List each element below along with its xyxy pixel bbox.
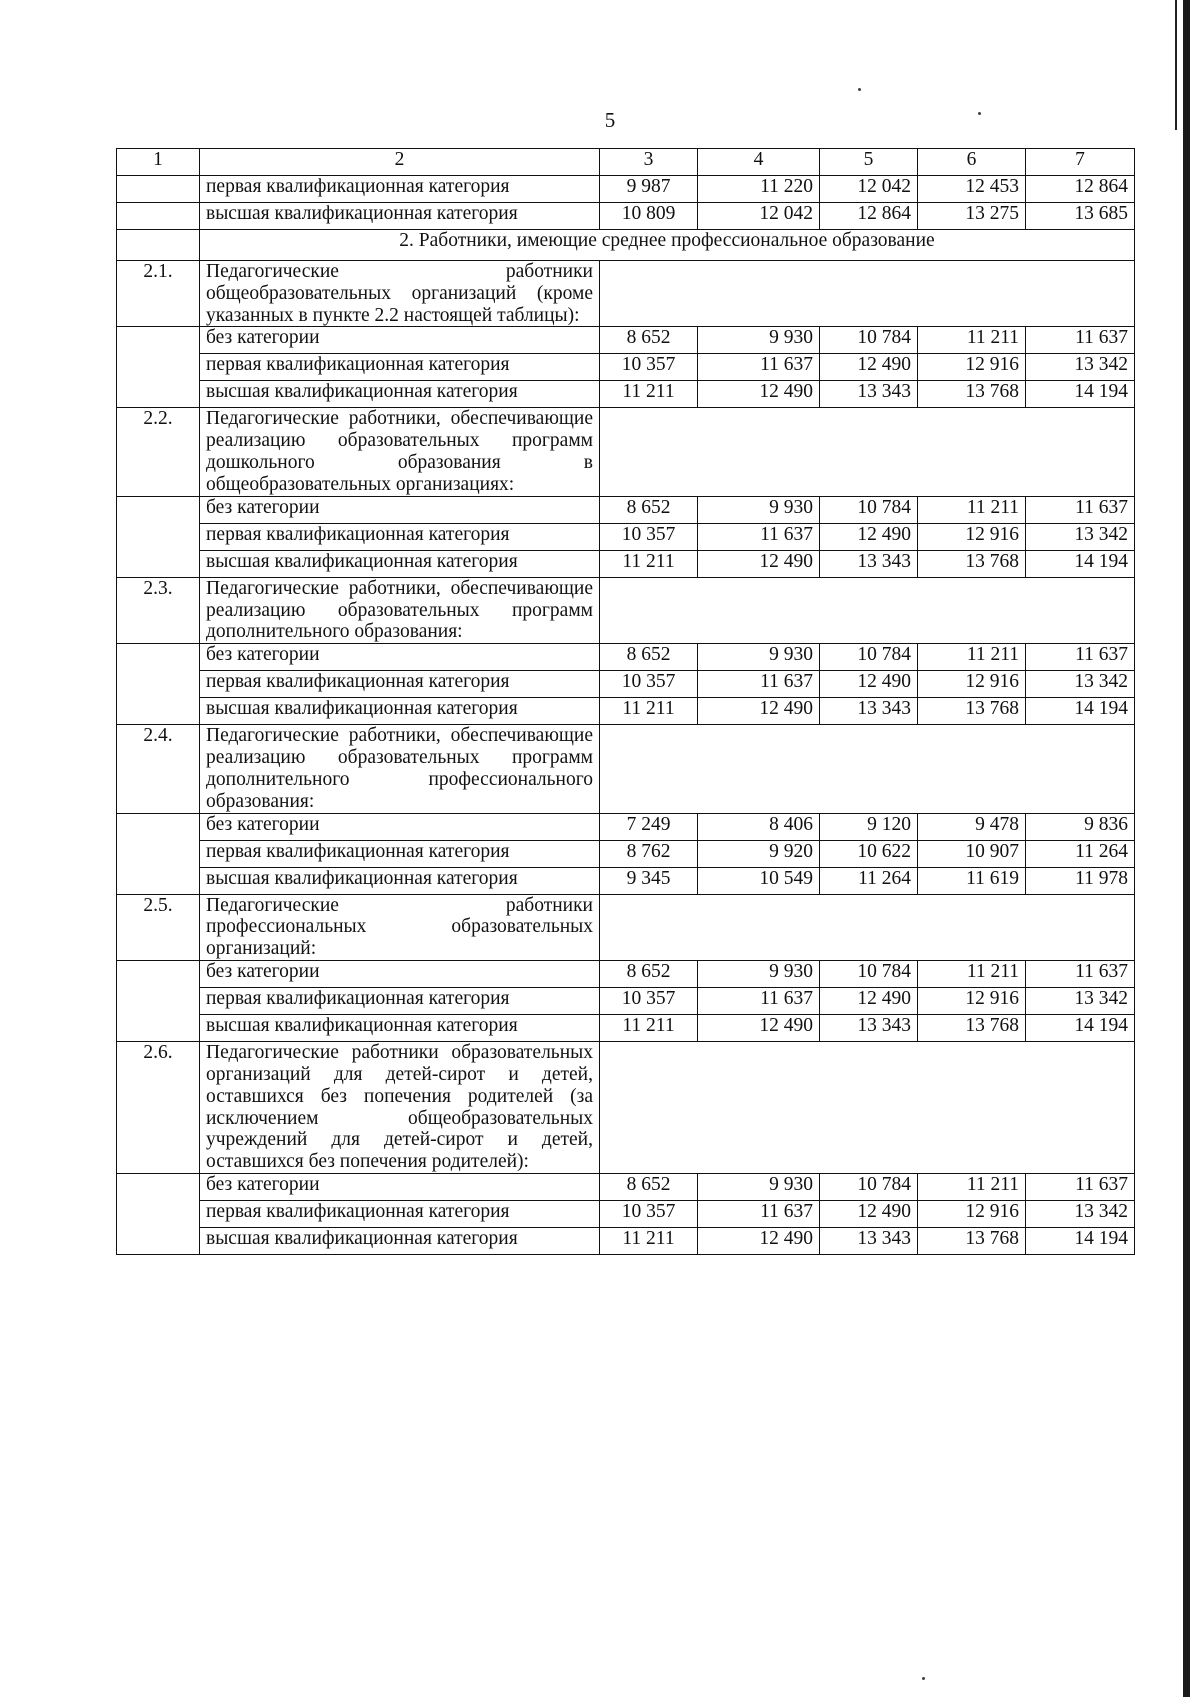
salary-value: 10 622 — [820, 840, 918, 867]
category-label: первая квалификационная категория — [200, 176, 600, 203]
salary-value: 11 637 — [698, 671, 820, 698]
salary-value: 12 490 — [820, 1201, 918, 1228]
salary-value: 14 194 — [1026, 550, 1135, 577]
item-code-cell — [117, 496, 200, 523]
table-row — [117, 1228, 1135, 1255]
table-row — [117, 698, 1135, 725]
salary-value: 11 978 — [1026, 867, 1135, 894]
item-code-cell — [117, 1201, 200, 1228]
table-row — [117, 840, 1135, 867]
salary-value: 14 194 — [1026, 698, 1135, 725]
salary-value: 9 120 — [820, 813, 918, 840]
salary-value: 8 652 — [600, 961, 698, 988]
salary-value: 11 637 — [698, 988, 820, 1015]
item-code: 2.4. — [117, 725, 200, 813]
salary-value: 8 406 — [698, 813, 820, 840]
salary-value: 11 211 — [918, 496, 1026, 523]
table-row — [117, 203, 1135, 230]
salary-value: 12 490 — [820, 671, 918, 698]
item-code-cell — [117, 671, 200, 698]
item-code-cell — [117, 176, 200, 203]
category-label: без категории — [200, 644, 600, 671]
salary-value: 13 342 — [1026, 988, 1135, 1015]
item-code-cell — [117, 988, 200, 1015]
salary-value: 9 930 — [698, 327, 820, 354]
salary-value: 11 264 — [1026, 840, 1135, 867]
salary-value: 9 987 — [600, 176, 698, 203]
salary-value: 10 784 — [820, 644, 918, 671]
salary-value: 11 637 — [698, 354, 820, 381]
item-code-cell — [117, 327, 200, 354]
item-code-cell — [117, 523, 200, 550]
column-header: 5 — [820, 149, 918, 176]
page-number: 5 — [604, 108, 616, 132]
salary-value: 10 357 — [600, 523, 698, 550]
salary-value: 8 652 — [600, 1174, 698, 1201]
category-label: первая квалификационная категория — [200, 988, 600, 1015]
salary-value: 13 768 — [918, 550, 1026, 577]
table-row — [117, 496, 1135, 523]
salary-value: 12 490 — [698, 1015, 820, 1042]
group-description: Педагогические работники, обеспечивающие реализацию образовательных программ дополнительного образования: — [200, 577, 600, 643]
salary-value: 11 619 — [918, 867, 1026, 894]
item-code-cell — [117, 867, 200, 894]
salary-value: 13 768 — [918, 1015, 1026, 1042]
item-code-cell — [117, 203, 200, 230]
salary-value: 11 264 — [820, 867, 918, 894]
salary-value: 11 211 — [600, 1228, 698, 1255]
salary-value: 8 652 — [600, 496, 698, 523]
scan-speck — [858, 88, 861, 91]
salary-value: 10 357 — [600, 671, 698, 698]
salary-value: 14 194 — [1026, 381, 1135, 408]
salary-value: 13 343 — [820, 381, 918, 408]
item-code: 2.3. — [117, 577, 200, 643]
table-row — [117, 671, 1135, 698]
table-row — [117, 644, 1135, 671]
salary-value: 11 211 — [918, 961, 1026, 988]
salary-value: 12 864 — [1026, 176, 1135, 203]
category-label: первая квалификационная категория — [200, 523, 600, 550]
item-code-cell — [117, 961, 200, 988]
salary-value: 13 343 — [820, 698, 918, 725]
item-code-cell — [117, 550, 200, 577]
category-label: высшая квалификационная категория — [200, 1015, 600, 1042]
category-label: без категории — [200, 496, 600, 523]
salary-value: 11 637 — [1026, 644, 1135, 671]
salary-value: 10 357 — [600, 354, 698, 381]
salary-value: 11 211 — [918, 644, 1026, 671]
empty-value-cell — [600, 261, 1135, 327]
salary-value: 12 490 — [698, 550, 820, 577]
salary-value: 12 490 — [698, 698, 820, 725]
salary-value: 13 343 — [820, 1015, 918, 1042]
salary-value: 12 042 — [698, 203, 820, 230]
salary-value: 12 916 — [918, 354, 1026, 381]
salary-value: 11 211 — [918, 1174, 1026, 1201]
salary-value: 13 275 — [918, 203, 1026, 230]
group-title-row — [117, 408, 1135, 496]
salary-value: 11 211 — [918, 327, 1026, 354]
table-row — [117, 1201, 1135, 1228]
category-label: высшая квалификационная категория — [200, 1228, 600, 1255]
salary-value: 11 637 — [698, 523, 820, 550]
salary-value: 13 343 — [820, 550, 918, 577]
table-row — [117, 1015, 1135, 1042]
salary-value: 10 549 — [698, 867, 820, 894]
salary-value: 10 907 — [918, 840, 1026, 867]
salary-value: 11 220 — [698, 176, 820, 203]
salary-value: 13 685 — [1026, 203, 1135, 230]
group-description: Педагогические работники профессиональных образовательных организаций: — [200, 894, 600, 960]
salary-value: 9 920 — [698, 840, 820, 867]
salary-value: 10 784 — [820, 961, 918, 988]
category-label: первая квалификационная категория — [200, 1201, 600, 1228]
salary-value: 11 637 — [1026, 1174, 1135, 1201]
salary-value: 9 836 — [1026, 813, 1135, 840]
group-title-row — [117, 725, 1135, 813]
salary-value: 12 916 — [918, 671, 1026, 698]
table-row — [117, 523, 1135, 550]
column-header: 7 — [1026, 149, 1135, 176]
table-row — [117, 813, 1135, 840]
salary-value: 11 211 — [600, 1015, 698, 1042]
category-label: высшая квалификационная категория — [200, 698, 600, 725]
item-code-cell — [117, 813, 200, 840]
category-label: без категории — [200, 961, 600, 988]
salary-value: 10 784 — [820, 496, 918, 523]
category-label: без категории — [200, 1174, 600, 1201]
salary-value: 9 930 — [698, 961, 820, 988]
category-label: высшая квалификационная категория — [200, 203, 600, 230]
salary-value: 12 490 — [820, 354, 918, 381]
item-code-cell — [117, 644, 200, 671]
empty-value-cell — [600, 894, 1135, 960]
salary-value: 11 211 — [600, 550, 698, 577]
category-label: первая квалификационная категория — [200, 840, 600, 867]
salary-value: 10 784 — [820, 1174, 918, 1201]
salary-value: 10 357 — [600, 988, 698, 1015]
group-title-row — [117, 1042, 1135, 1174]
salary-value: 12 916 — [918, 523, 1026, 550]
group-description: Педагогические работники общеобразовательных организаций (кроме указанных в пункте 2.2 настоящей таблицы): — [200, 261, 600, 327]
salary-value: 11 637 — [1026, 327, 1135, 354]
category-label: без категории — [200, 327, 600, 354]
table-row — [117, 381, 1135, 408]
salary-value: 12 042 — [820, 176, 918, 203]
salary-value: 8 652 — [600, 327, 698, 354]
item-code: 2.5. — [117, 894, 200, 960]
item-code-cell — [117, 381, 200, 408]
group-title-row — [117, 261, 1135, 327]
salary-value: 13 342 — [1026, 523, 1135, 550]
column-header: 6 — [918, 149, 1026, 176]
salary-value: 12 916 — [918, 988, 1026, 1015]
category-label: первая квалификационная категория — [200, 671, 600, 698]
scan-edge — [1183, 0, 1190, 1697]
salary-value: 9 930 — [698, 1174, 820, 1201]
salary-value: 9 478 — [918, 813, 1026, 840]
item-code: 2.1. — [117, 261, 200, 327]
item-code-cell — [117, 698, 200, 725]
salary-value: 11 211 — [600, 698, 698, 725]
item-code: 2.2. — [117, 408, 200, 496]
salary-value: 10 809 — [600, 203, 698, 230]
group-description: Педагогические работники, обеспечивающие реализацию образовательных программ дополнительного профессионального образования: — [200, 725, 600, 813]
salary-value: 12 916 — [918, 1201, 1026, 1228]
empty-value-cell — [600, 1042, 1135, 1174]
table-row — [117, 550, 1135, 577]
category-label: высшая квалификационная категория — [200, 381, 600, 408]
group-title-row — [117, 577, 1135, 643]
salary-value: 12 490 — [698, 1228, 820, 1255]
salary-value: 13 342 — [1026, 354, 1135, 381]
salary-value: 13 342 — [1026, 1201, 1135, 1228]
salary-value: 10 784 — [820, 327, 918, 354]
salary-value: 12 453 — [918, 176, 1026, 203]
salary-value: 10 357 — [600, 1201, 698, 1228]
section-title: 2. Работники, имеющие среднее профессиональное образование — [200, 230, 1135, 261]
category-label: первая квалификационная категория — [200, 354, 600, 381]
item-code-cell — [117, 1015, 200, 1042]
item-code: 2.6. — [117, 1042, 200, 1174]
salary-value: 11 637 — [1026, 496, 1135, 523]
table-row — [117, 176, 1135, 203]
salary-value: 12 490 — [820, 523, 918, 550]
salary-value: 13 768 — [918, 1228, 1026, 1255]
column-number-row — [117, 149, 1135, 176]
empty-value-cell — [600, 577, 1135, 643]
item-code-cell — [117, 840, 200, 867]
salary-value: 13 768 — [918, 698, 1026, 725]
salary-value: 8 762 — [600, 840, 698, 867]
section-row — [117, 230, 1135, 261]
salary-table — [116, 148, 1135, 1255]
group-description: Педагогические работники образовательных организаций для детей-сирот и детей, оставшихся без попечения родителей (за исключением общеобразовательных учреждений для детей-сирот и детей, оставшихся без попечения родителей): — [200, 1042, 600, 1174]
column-header: 4 — [698, 149, 820, 176]
table-row — [117, 1174, 1135, 1201]
category-label: высшая квалификационная категория — [200, 867, 600, 894]
salary-value: 12 490 — [820, 988, 918, 1015]
scan-speck — [922, 1677, 925, 1680]
item-code-cell — [117, 354, 200, 381]
salary-value: 9 930 — [698, 644, 820, 671]
group-title-row — [117, 894, 1135, 960]
category-label: без категории — [200, 813, 600, 840]
column-header: 2 — [200, 149, 600, 176]
salary-value: 13 342 — [1026, 671, 1135, 698]
salary-value: 9 345 — [600, 867, 698, 894]
salary-value: 11 211 — [600, 381, 698, 408]
section-code-cell — [117, 230, 200, 261]
table-row — [117, 961, 1135, 988]
item-code-cell — [117, 1174, 200, 1201]
salary-value: 11 637 — [1026, 961, 1135, 988]
table-row — [117, 327, 1135, 354]
salary-value: 11 637 — [698, 1201, 820, 1228]
table-row — [117, 867, 1135, 894]
salary-value: 12 864 — [820, 203, 918, 230]
salary-table-body — [117, 149, 1135, 1255]
salary-value: 9 930 — [698, 496, 820, 523]
salary-value: 8 652 — [600, 644, 698, 671]
column-header: 1 — [117, 149, 200, 176]
salary-value: 13 768 — [918, 381, 1026, 408]
category-label: высшая квалификационная категория — [200, 550, 600, 577]
table-row — [117, 354, 1135, 381]
empty-value-cell — [600, 725, 1135, 813]
salary-value: 7 249 — [600, 813, 698, 840]
item-code-cell — [117, 1228, 200, 1255]
salary-value: 12 490 — [698, 381, 820, 408]
salary-value: 14 194 — [1026, 1015, 1135, 1042]
empty-value-cell — [600, 408, 1135, 496]
salary-value: 14 194 — [1026, 1228, 1135, 1255]
salary-value: 13 343 — [820, 1228, 918, 1255]
table-row — [117, 988, 1135, 1015]
column-header: 3 — [600, 149, 698, 176]
group-description: Педагогические работники, обеспечивающие реализацию образовательных программ дошкольного образования в общеобразовательных организациях: — [200, 408, 600, 496]
